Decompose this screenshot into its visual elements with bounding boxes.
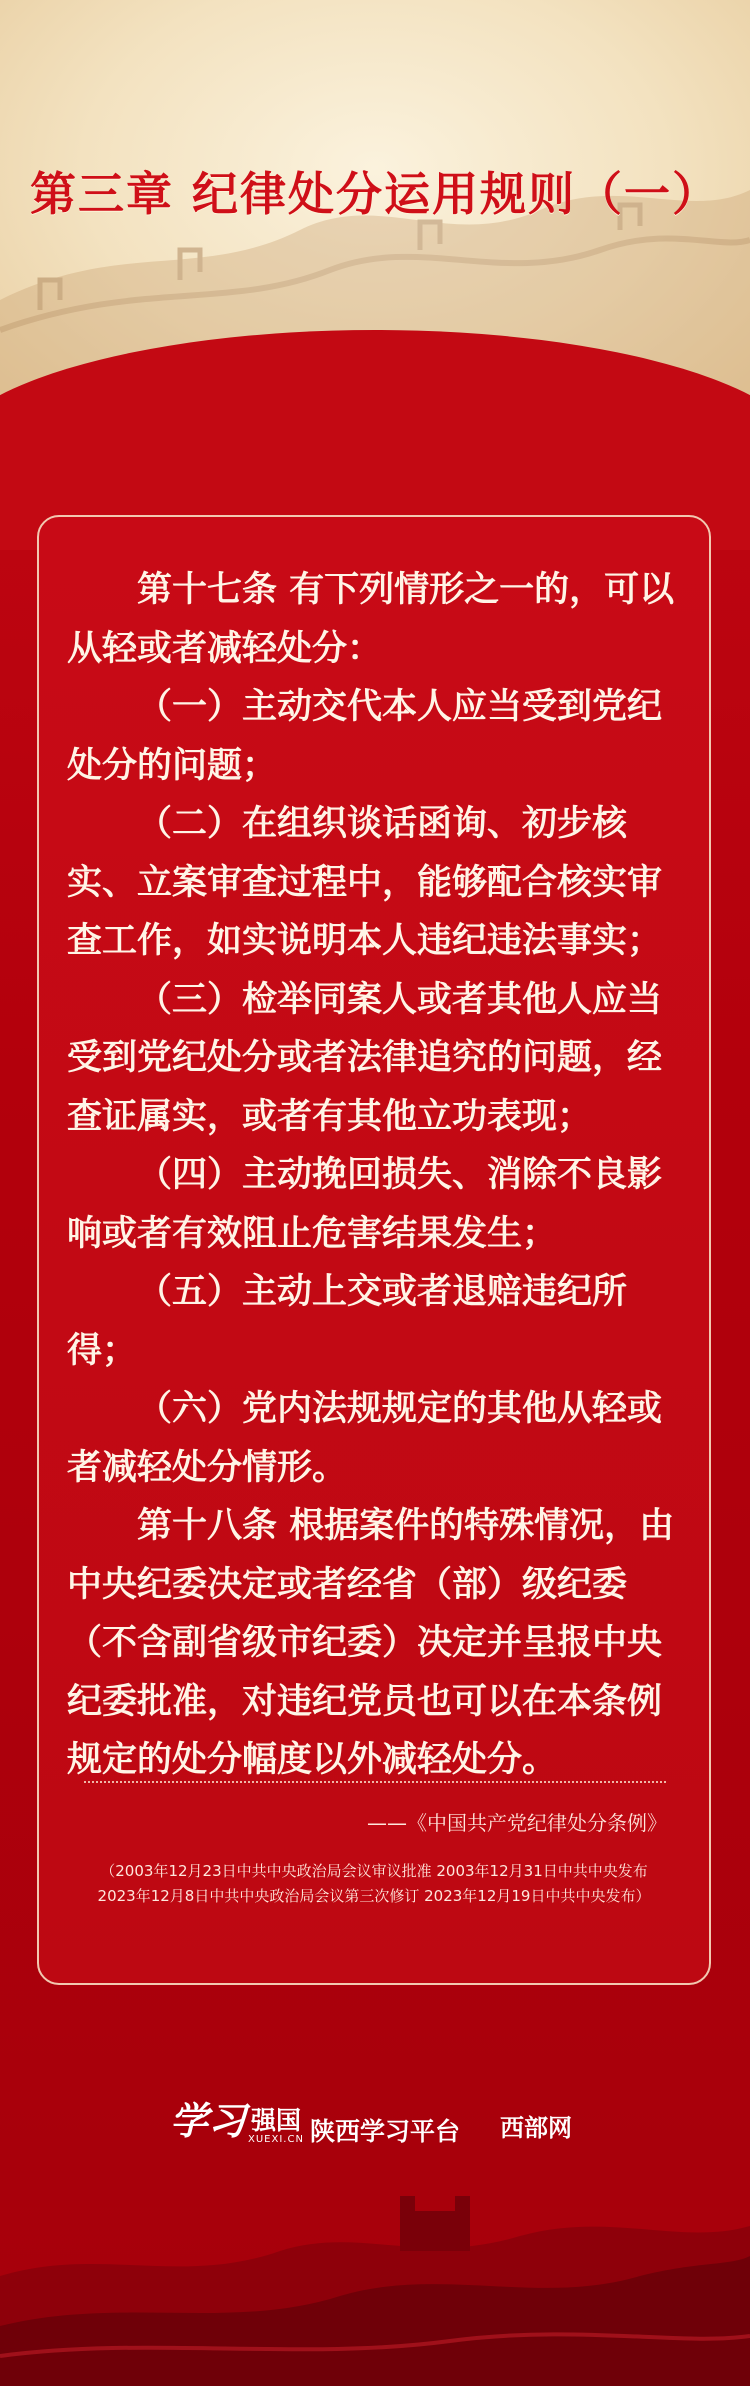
partner-logo: 西部网 — [500, 2114, 572, 2142]
brand-domain: XUEXI.CN — [248, 2134, 304, 2145]
brand-name: 强国 — [250, 2106, 301, 2135]
chapter-title: 第三章 纪律处分运用规则（一） — [29, 167, 720, 221]
content-card — [37, 515, 711, 1985]
paragraph-item-2: （二）在组织谈话函询、初步核实、立案审查过程中，能够配合核实审查工作，如实说明本人违纪违法事实； — [67, 803, 663, 961]
revision-note-line: 2023年12月8日中共中央政治局会议第三次修订 2023年12月19日中共中央发布） — [97, 1887, 651, 1905]
paragraph-item-6: （六）党内法规规定的其他从轻或者减轻处分情形。 — [67, 1388, 663, 1488]
paragraph-item-3: （三）检举同案人或者其他人应当受到党纪处分或者法律追究的问题，经查证属实，或者有其他立功表现； — [67, 978, 663, 1137]
brand-script: 学习 — [170, 2098, 247, 2143]
platform-name: 陕西学习平台 — [309, 2117, 460, 2146]
dotted-divider — [84, 1781, 666, 1783]
paragraph-article-17: 第十七条 有下列情形之一的，可以从轻或者减轻处分： — [67, 569, 675, 669]
brand-mark — [248, 2108, 304, 2145]
paragraph-article-18: 第十八条 根据案件的特殊情况，由中央纪委决定或者经省（部）级纪委（不含副省级市纪委）决定并呈报中央纪委批准，对违纪党员也可以在本条例规定的处分幅度以外减轻处分。 — [67, 1505, 675, 1780]
xuexi-logo — [170, 2090, 460, 2145]
paragraph-item-5: （五）主动上交或者退赔违纪所得； — [67, 1271, 628, 1371]
source-citation: ——《中国共产党纪律处分条例》 — [367, 1811, 667, 1835]
revision-note-line: （2003年12月23日中共中央政治局会议审议批准 2003年12月31日中共中央发布 — [100, 1862, 648, 1880]
revision-notes — [39, 1859, 709, 1909]
article-text — [67, 561, 683, 1790]
great-wall-footer-illustration — [0, 2156, 750, 2386]
footer — [0, 2050, 750, 2386]
paragraph-item-4: （四）主动挽回损失、消除不良影响或者有效阻止危害结果发生； — [67, 1154, 663, 1254]
paragraph-item-1: （一）主动交代本人应当受到党纪处分的问题； — [67, 686, 663, 786]
